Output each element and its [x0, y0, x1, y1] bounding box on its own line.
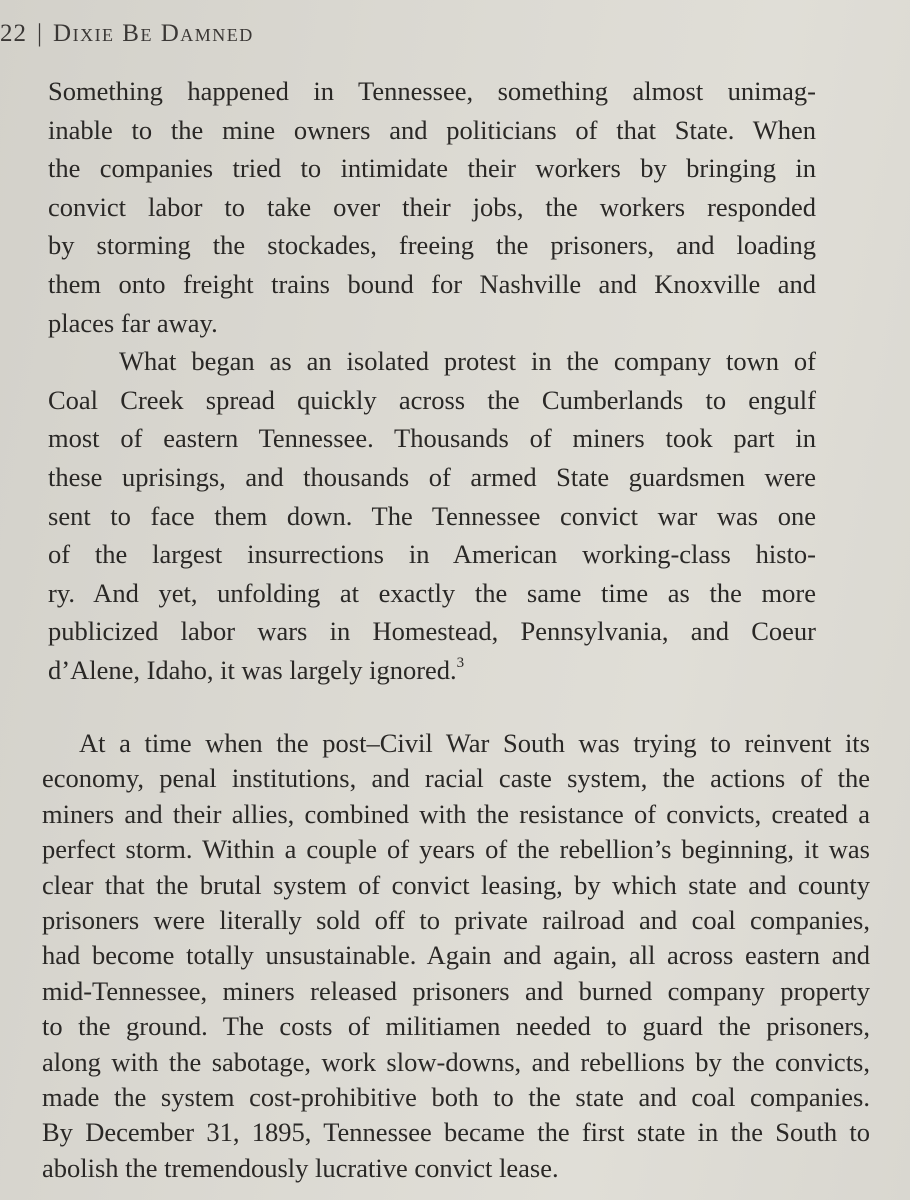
- body-line: made the system cost-prohibitive both to the state and coal companies.: [42, 1082, 870, 1113]
- footnote-marker: 3: [456, 654, 465, 671]
- quote-line: by storming the stockades, freeing the prisoners, and loading: [48, 230, 816, 261]
- quote-line: of the largest insurrections in American working-class histo-: [48, 539, 816, 570]
- block-quote: [48, 72, 816, 690]
- quote-line: publicized labor wars in Homestead, Pennsylvania, and Coeur: [48, 616, 816, 647]
- body-line: miners and their allies, combined with the resistance of convicts, created a: [42, 798, 870, 829]
- quote-line: What began as an isolated protest in the company town of: [119, 346, 816, 377]
- body-line: abolish the tremendously lucrative convict lease.: [42, 1152, 559, 1183]
- quote-line: the companies tried to intimidate their workers by bringing in: [48, 153, 816, 184]
- quote-line: them onto freight trains bound for Nashville and Knoxville and: [48, 268, 816, 299]
- quote-line: most of eastern Tennessee. Thousands of miners took part in: [48, 423, 816, 454]
- body-line: had become totally unsustainable. Again and again, all across eastern and: [42, 940, 870, 971]
- body-line: perfect storm. Within a couple of years of the rebellion’s beginning, it was: [42, 834, 870, 865]
- body-line: clear that the brutal system of convict leasing, by which state and county: [42, 869, 870, 900]
- quote-final-text: d’Alene, Idaho, it was largely ignored.: [48, 654, 457, 685]
- body-line: By December 31, 1895, Tennessee became the first state in the South to: [42, 1117, 870, 1148]
- quote-paragraph-1: [48, 72, 816, 342]
- body-line: At a time when the post–Civil War South was trying to reinvent its: [79, 728, 870, 758]
- running-head: [0, 20, 254, 48]
- quote-paragraph-2: [48, 342, 816, 689]
- body-line: along with the sabotage, work slow-downs, and rebellions by the convicts,: [42, 1046, 870, 1077]
- quote-line-final: [48, 651, 816, 690]
- body-paragraph: [5, 726, 870, 1186]
- book-title: Dixie Be Damned: [53, 20, 254, 47]
- body-line: mid-Tennessee, miners released prisoners and burned company property: [42, 975, 870, 1006]
- quote-line: Something happened in Tennessee, something almost unimag-: [48, 76, 816, 106]
- body-line: to the ground. The costs of militiamen needed to guard the prisoners,: [42, 1011, 870, 1042]
- body-line: economy, penal institutions, and racial caste system, the actions of the: [42, 763, 870, 794]
- quote-line: convict labor to take over their jobs, the workers responded: [48, 191, 816, 222]
- running-head-separator: |: [37, 20, 44, 47]
- body-line: prisoners were literally sold off to private railroad and coal companies,: [42, 905, 870, 936]
- quote-line: ry. And yet, unfolding at exactly the same time as the more: [48, 577, 816, 608]
- quote-line: Coal Creek spread quickly across the Cumberlands to engulf: [48, 384, 816, 415]
- body-text: [5, 726, 870, 1186]
- quote-line: sent to face them down. The Tennessee convict war was one: [48, 500, 816, 531]
- quote-line: these uprisings, and thousands of armed State guardsmen were: [48, 461, 816, 492]
- page-number: 22: [0, 20, 27, 47]
- quote-line: inable to the mine owners and politicians of that State. When: [48, 114, 816, 145]
- quote-line: places far away.: [48, 307, 218, 338]
